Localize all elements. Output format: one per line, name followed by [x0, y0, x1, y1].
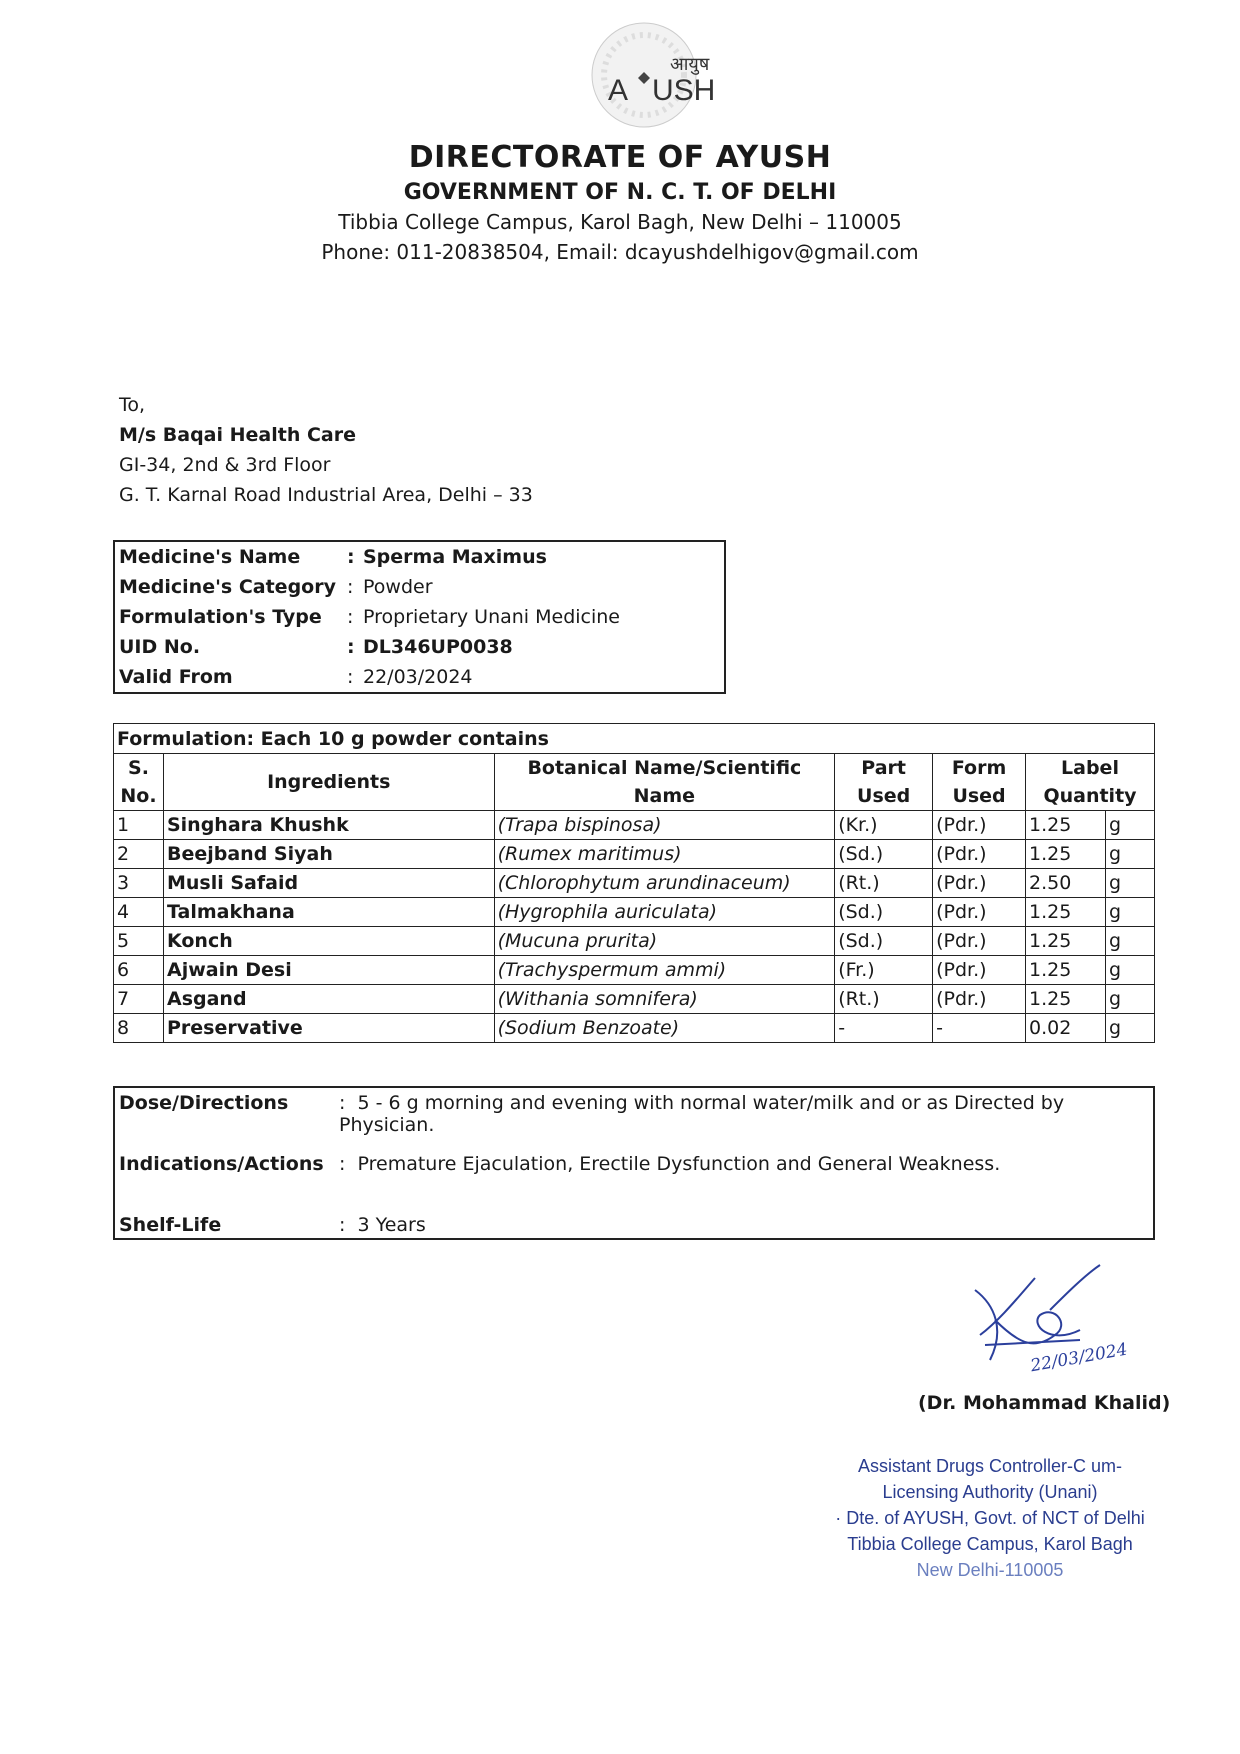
row-unit: g — [1105, 985, 1154, 1014]
row-botanical: (Withania somnifera) — [494, 985, 835, 1014]
row-botanical: (Hygrophila auriculata) — [494, 898, 835, 927]
row-botanical: (Trapa bispinosa) — [494, 811, 835, 840]
formulation-type: Proprietary Unani Medicine — [363, 606, 621, 628]
row-part: - — [835, 1014, 933, 1043]
dose-box: Dose/Directions : 5 - 6 g morning and evening with normal water/milk and or as Directed by Physician. Indications/Actions : Premature Ejaculation, Erectile Dysfunction and General Weakness. Shelf-Life : 3 Years — [113, 1086, 1155, 1240]
col-form-used: Form Used — [933, 754, 1026, 811]
row-unit: g — [1105, 840, 1154, 869]
row-no: 2 — [114, 840, 164, 869]
table-row — [114, 927, 1155, 956]
row-unit: g — [1105, 956, 1154, 985]
indications-value: Premature Ejaculation, Erectile Dysfunction and General Weakness. — [357, 1153, 1001, 1175]
row-unit: g — [1105, 811, 1154, 840]
recipient-line1: GI-34, 2nd & 3rd Floor — [119, 454, 331, 476]
header-address: Tibbia College Campus, Karol Bagh, New Delhi – 110005 — [338, 210, 902, 234]
valid-from: 22/03/2024 — [363, 666, 473, 688]
signatory-name: (Dr. Mohammad Khalid) — [918, 1392, 1171, 1414]
row-ingredient: Musli Safaid — [163, 869, 494, 898]
row-botanical: (Rumex maritimus) — [494, 840, 835, 869]
stamp-line4: Tibbia College Campus, Karol Bagh — [847, 1534, 1133, 1554]
shelf-life-value: 3 Years — [357, 1214, 426, 1236]
formulation-type-label: Formulation's Type — [119, 606, 322, 628]
row-unit: g — [1105, 898, 1154, 927]
row-form: (Pdr.) — [933, 985, 1026, 1014]
signature-date: 22/03/2024 — [1029, 1339, 1129, 1377]
row-unit: g — [1105, 1014, 1154, 1043]
row-part: (Rt.) — [835, 869, 933, 898]
row-part: (Fr.) — [835, 956, 933, 985]
stamp-line3: · Dte. of AYUSH, Govt. of NCT of Delhi — [835, 1508, 1145, 1528]
row-part: (Sd.) — [835, 927, 933, 956]
row-form: (Pdr.) — [933, 811, 1026, 840]
uid-label: UID No. — [119, 636, 201, 658]
table-row — [114, 811, 1155, 840]
handwritten-signature — [960, 1260, 1180, 1380]
stamp-line5: New Delhi-110005 — [916, 1560, 1064, 1580]
row-part: (Rt.) — [835, 985, 933, 1014]
row-form: (Pdr.) — [933, 840, 1026, 869]
row-botanical: (Trachyspermum ammi) — [494, 956, 835, 985]
row-qty: 1.25 — [1026, 811, 1106, 840]
medicine-name-label: Medicine's Name — [119, 546, 301, 568]
row-form: (Pdr.) — [933, 898, 1026, 927]
col-label-quantity: Label Quantity — [1026, 754, 1155, 811]
row-qty: 0.02 — [1026, 1014, 1106, 1043]
row-qty: 1.25 — [1026, 927, 1106, 956]
recipient-line2: G. T. Karnal Road Industrial Area, Delhi – 33 — [119, 484, 533, 506]
row-ingredient: Beejband Siyah — [163, 840, 494, 869]
recipient-name: M/s Baqai Health Care — [119, 424, 356, 446]
table-row — [114, 898, 1155, 927]
uid-value: DL346UP0038 — [363, 636, 513, 658]
row-qty: 1.25 — [1026, 840, 1106, 869]
row-part: (Kr.) — [835, 811, 933, 840]
row-form: (Pdr.) — [933, 869, 1026, 898]
row-qty: 1.25 — [1026, 898, 1106, 927]
shelf-life-label: Shelf-Life — [119, 1214, 222, 1236]
row-botanical: (Chlorophytum arundinaceum) — [494, 869, 835, 898]
row-ingredient: Konch — [163, 927, 494, 956]
row-ingredient: Preservative — [163, 1014, 494, 1043]
row-no: 5 — [114, 927, 164, 956]
formulation-table — [113, 723, 1155, 1043]
indications-label: Indications/Actions — [119, 1153, 324, 1175]
row-no: 8 — [114, 1014, 164, 1043]
row-no: 6 — [114, 956, 164, 985]
svg-text:USH: USH — [652, 74, 716, 107]
col-sno: S. No. — [114, 754, 164, 811]
row-unit: g — [1105, 869, 1154, 898]
medicine-name: Sperma Maximus — [363, 546, 547, 568]
medicine-category: Powder — [363, 576, 433, 598]
row-form: (Pdr.) — [933, 927, 1026, 956]
col-botanical: Botanical Name/Scientific Name — [494, 754, 835, 811]
stamp-line2: Licensing Authority (Unani) — [882, 1482, 1098, 1502]
recipient-to: To, — [119, 394, 146, 416]
row-botanical: (Mucuna prurita) — [494, 927, 835, 956]
stamp-line1: Assistant Drugs Controller-C um- — [857, 1456, 1123, 1476]
svg-text:आयुष: आयुष — [670, 54, 710, 75]
valid-from-label: Valid From — [119, 666, 233, 688]
row-part: (Sd.) — [835, 840, 933, 869]
table-header-row — [114, 754, 1155, 811]
row-form: (Pdr.) — [933, 956, 1026, 985]
table-row — [114, 956, 1155, 985]
col-part-used: Part Used — [835, 754, 933, 811]
dose-label: Dose/Directions — [119, 1092, 289, 1114]
col-ingredients: Ingredients — [163, 754, 494, 811]
table-row — [114, 1014, 1155, 1043]
row-no: 3 — [114, 869, 164, 898]
row-qty: 2.50 — [1026, 869, 1106, 898]
medicine-info-box: Medicine's Name : Sperma Maximus Medicine's Category : Powder Formulation's Type : Proprietary Unani Medicine UID No. : DL346UP0038 Valid From : 22/03/2024 — [113, 540, 726, 694]
medicine-category-label: Medicine's Category — [119, 576, 336, 598]
table-row — [114, 840, 1155, 869]
row-ingredient: Asgand — [163, 985, 494, 1014]
row-form: - — [933, 1014, 1026, 1043]
row-no: 4 — [114, 898, 164, 927]
page-subtitle: GOVERNMENT OF N. C. T. OF DELHI — [403, 180, 837, 205]
row-ingredient: Ajwain Desi — [163, 956, 494, 985]
row-qty: 1.25 — [1026, 985, 1106, 1014]
row-part: (Sd.) — [835, 898, 933, 927]
formulation-caption: Formulation: Each 10 g powder contains — [114, 724, 1155, 754]
header-contact: Phone: 011-20838504, Email: dcayushdelhigov@gmail.com — [321, 240, 919, 264]
row-qty: 1.25 — [1026, 956, 1106, 985]
row-no: 7 — [114, 985, 164, 1014]
page-title: DIRECTORATE OF AYUSH — [408, 140, 832, 175]
row-no: 1 — [114, 811, 164, 840]
row-unit: g — [1105, 927, 1154, 956]
row-ingredient: Talmakhana — [163, 898, 494, 927]
table-row — [114, 985, 1155, 1014]
ayush-logo — [586, 20, 746, 130]
row-botanical: (Sodium Benzoate) — [494, 1014, 835, 1043]
row-ingredient: Singhara Khushk — [163, 811, 494, 840]
table-row — [114, 869, 1155, 898]
svg-text:A: A — [608, 74, 629, 107]
dose-value: 5 - 6 g morning and evening with normal water/milk and or as Directed by Physician. — [339, 1092, 1065, 1136]
